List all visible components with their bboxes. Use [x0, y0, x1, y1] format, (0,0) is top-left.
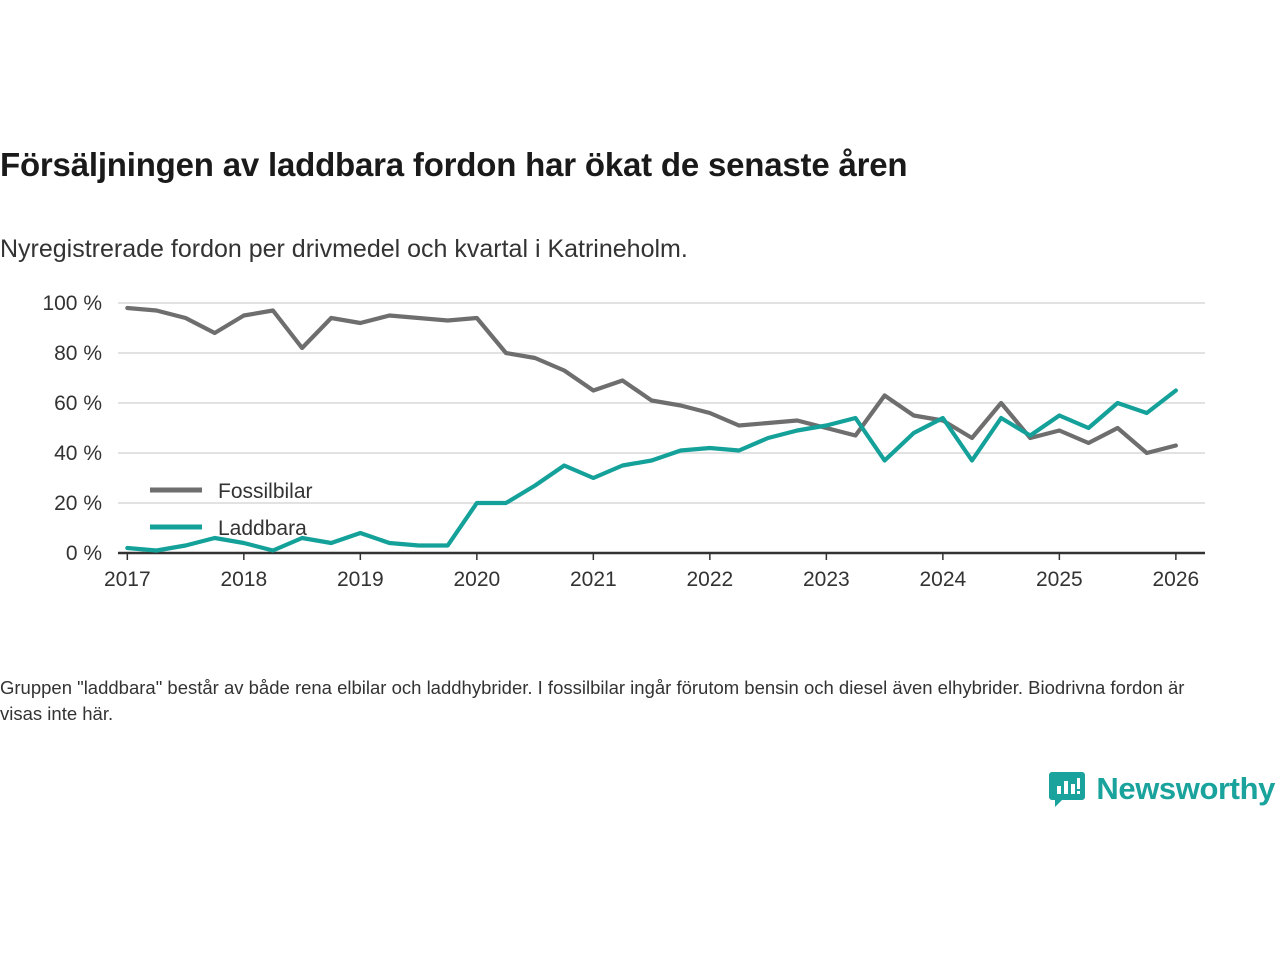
chart-footnote: Gruppen "laddbara" består av både rena elbilar och laddhybrider. I fossilbilar ingår förutom bensin och diesel även elhybrider. Biodrivna fordon är visas inte här.	[0, 677, 1185, 724]
brand-name: Newsworthy	[1096, 771, 1275, 806]
x-axis-tick-label: 2026	[1152, 568, 1200, 591]
page-title: Försäljningen av laddbara fordon har ökat de senaste åren	[0, 146, 908, 183]
y-axis-tick-label: 40 %	[54, 442, 102, 465]
line-chart	[0, 285, 1260, 615]
legend-label: Laddbara	[218, 517, 307, 540]
chart-canvas	[0, 285, 1260, 615]
bar-chart-bubble-icon	[1048, 770, 1086, 808]
series-line-fossilbilar	[127, 308, 1176, 453]
legend-label: Fossilbilar	[218, 480, 313, 503]
x-axis-tick-label: 2025	[1036, 568, 1083, 591]
page-subtitle: Nyregistrerade fordon per drivmedel och kvartal i Katrineholm.	[0, 235, 688, 263]
x-axis-tick-label: 2024	[919, 568, 967, 591]
y-axis-tick-label: 60 %	[54, 392, 102, 415]
x-axis-tick-label: 2019	[336, 568, 384, 591]
x-axis-tick-label: 2017	[103, 568, 151, 591]
x-axis-tick-label: 2018	[220, 568, 268, 591]
x-axis-tick-label: 2020	[453, 568, 501, 591]
x-axis-tick-label: 2022	[686, 568, 734, 591]
x-axis-tick-label: 2023	[802, 568, 850, 591]
y-axis-tick-label: 100 %	[42, 292, 102, 315]
x-axis-tick-label: 2021	[569, 568, 617, 591]
y-axis-tick-label: 80 %	[54, 342, 102, 365]
y-axis-tick-label: 0 %	[65, 542, 102, 565]
y-axis-tick-label: 20 %	[54, 492, 102, 515]
brand-logo	[1048, 770, 1275, 808]
